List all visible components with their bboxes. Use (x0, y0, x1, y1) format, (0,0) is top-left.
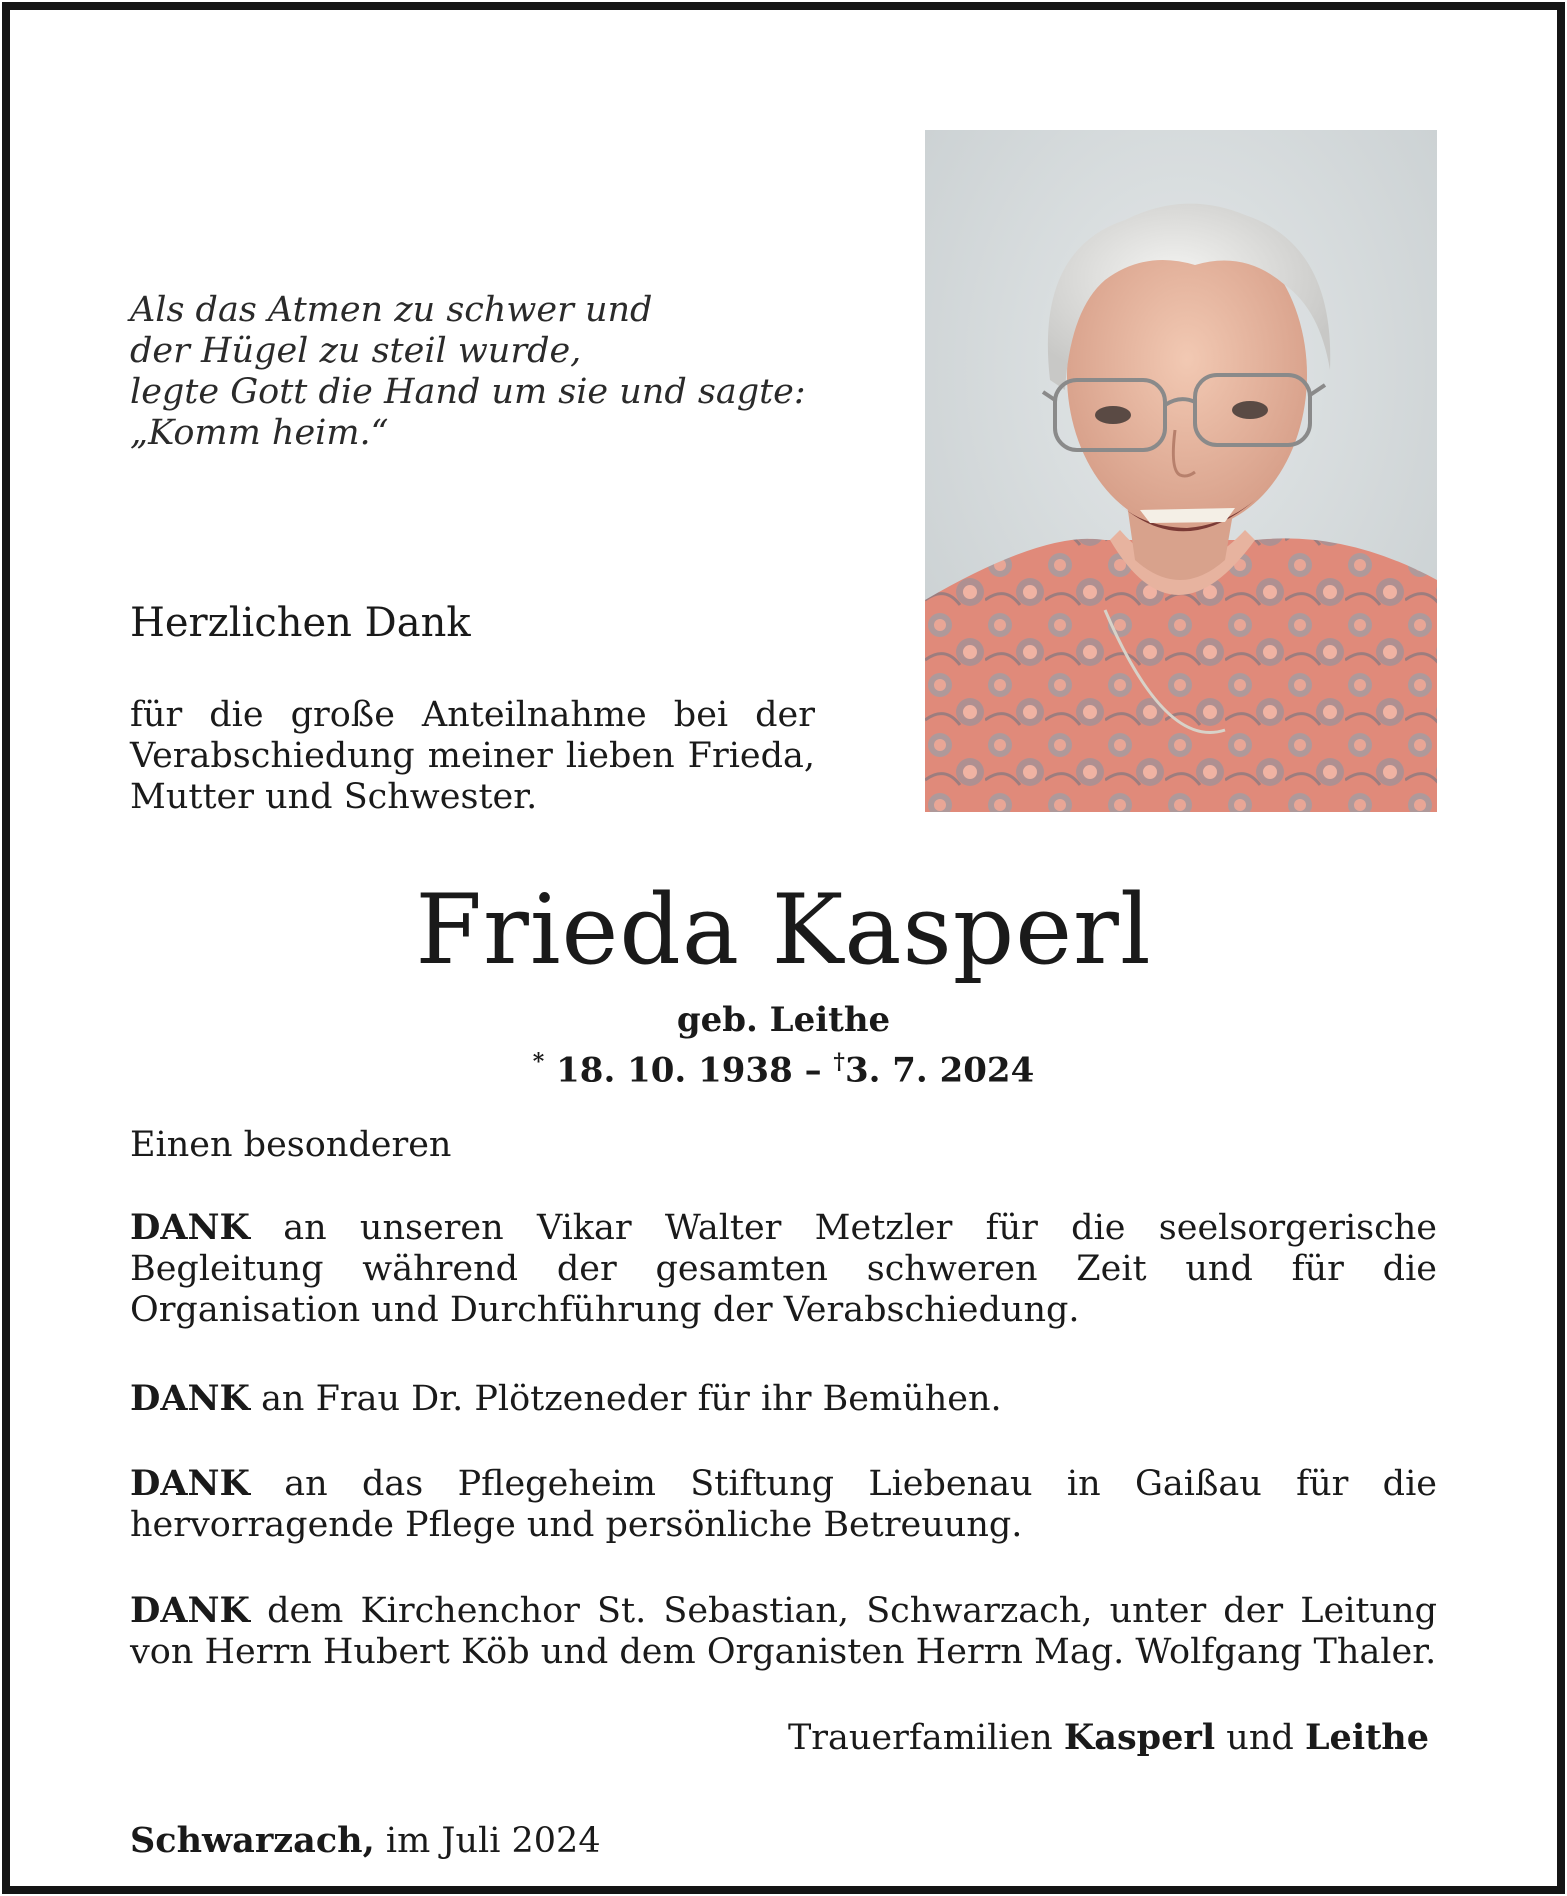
quote-line-3: legte Gott die Hand um sie und sagte: (130, 372, 806, 412)
date-separator: – (804, 1050, 822, 1091)
closing-date: im Juli 2024 (385, 1821, 601, 1861)
family-signature (788, 1717, 1429, 1759)
signature-family-1: Kasperl (1063, 1717, 1216, 1758)
acknowledgement-text: dem Kirchenchor St. Sebastian, Schwarzach, unter der Leitung von Herrn Hubert Köb und dem Organisten Herrn Mag. Wolfgang Thaler. (130, 1591, 1437, 1672)
acknowledgement-keyword: DANK (130, 1207, 250, 1248)
thanks-body: für die große Anteilnahme bei der Verabschiedung meiner lieben Frieda, Mutter und Schwester. (130, 695, 815, 817)
birth-symbol: * (532, 1049, 545, 1075)
deceased-name: Frieda Kasperl (415, 874, 1152, 986)
death-symbol: † (833, 1049, 845, 1075)
closing-place: Schwarzach, (130, 1820, 375, 1861)
birth-date: 18. 10. 1938 (556, 1050, 793, 1091)
acknowledgement-1 (130, 1207, 1437, 1331)
acknowledgement-4 (130, 1590, 1437, 1673)
acknowledgement-keyword: DANK (130, 1463, 250, 1504)
acknowledgement-keyword: DANK (130, 1590, 250, 1631)
signature-prefix: Trauerfamilien (787, 1718, 1053, 1758)
death-date: 3. 7. 2024 (844, 1050, 1035, 1091)
acknowledgement-text: an unseren Vikar Walter Metzler für die seelsorgerische Begleitung während der gesamten schweren Zeit und für die Organisation und Durchführung der Verabschiedung. (130, 1208, 1437, 1330)
acknowledgement-text: an Frau Dr. Plötzeneder für ihr Bemühen. (261, 1379, 1002, 1419)
signature-conj: und (1226, 1718, 1294, 1758)
acknowledgements-intro: Einen besonderen (130, 1125, 452, 1165)
quote-line-4: „Komm heim.“ (130, 413, 389, 453)
acknowledgement-text: an das Pflegeheim Stiftung Liebenau in Gaißau für die hervorragende Pflege und persönliche Betreuung. (130, 1464, 1437, 1545)
quote-line-2: der Hügel zu steil wurde, (130, 331, 582, 371)
place-and-date (130, 1820, 601, 1862)
thanks-heading: Herzlichen Dank (130, 600, 471, 646)
acknowledgement-3 (130, 1463, 1437, 1546)
signature-family-2: Leithe (1304, 1717, 1429, 1758)
memorial-quote (130, 290, 806, 454)
acknowledgement-2 (130, 1378, 1437, 1420)
portrait-photo (925, 130, 1437, 812)
birth-name: geb. Leithe (676, 1000, 891, 1040)
portrait-illustration (925, 130, 1437, 812)
quote-line-1: Als das Atmen zu schwer und (130, 290, 653, 330)
acknowledgement-keyword: DANK (130, 1378, 250, 1419)
life-dates (0, 1042, 1567, 1090)
